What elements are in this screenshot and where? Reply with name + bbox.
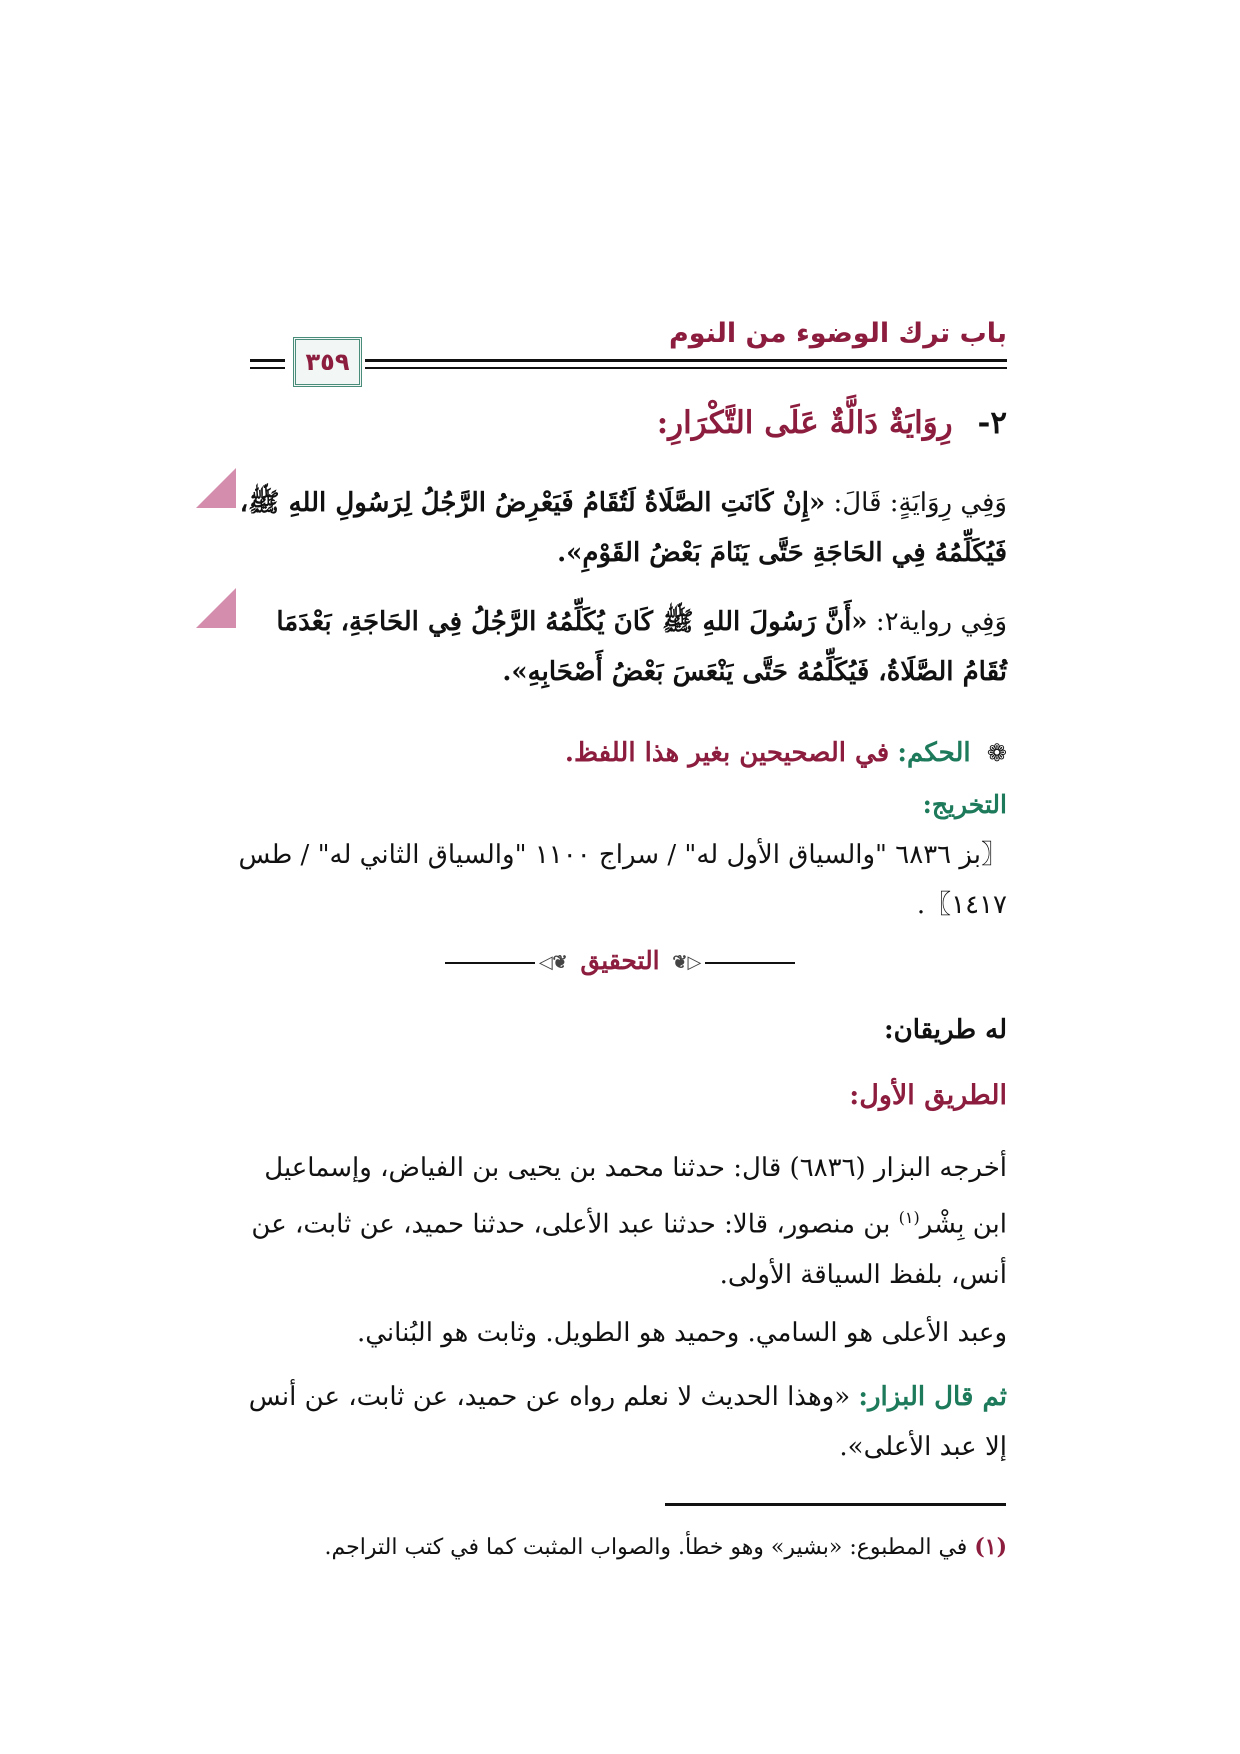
footnote-rule bbox=[665, 1503, 1006, 1506]
narration-2-text: «أَنَّ رَسُولَ اللهِ ﷺ كَانَ يُكَلِّمُهُ الرَّجُلُ فِي الحَاجَةِ، بَعْدَمَا تُقَامُ الصَّلَاةُ، فَيُكَلِّمُهُ حَتَّى يَنْعَسَ بَعْضُ أَصْحَابِهِ». bbox=[276, 607, 1007, 687]
divider-line bbox=[705, 962, 795, 964]
footnote-marker: (١) bbox=[974, 1534, 1007, 1560]
narration-1-intro: وَفِي رِوَايَةٍ: قَالَ: bbox=[833, 488, 1007, 518]
first-path-label: الطريق الأول: bbox=[849, 1080, 1007, 1111]
ruling-line bbox=[237, 738, 1007, 768]
body-paragraph-1: أخرجه البزار (٦٨٣٦) قال: حدثنا محمد بن يحيى بن الفياض، وإسماعيل ابن بِشْر$^{(١)}$ بن منصور، قالا: حدثنا عبد الأعلى، حدثنا حميد، عن ثابت، عن أنس، بلفظ السياقة الأولى. bbox=[251, 1153, 1007, 1290]
takhrij-text: 〖بز ٦٨٣٦ "والسياق الأول له" / سراج ١١٠٠ "والسياق الثاني له" / طس ١٤١٧〗. bbox=[238, 840, 1007, 920]
ruling-value: في الصحيحين بغير هذا اللفظ. bbox=[564, 738, 890, 768]
paths-count: له طريقان: bbox=[884, 1015, 1007, 1045]
takhrij-label: التخريج: bbox=[922, 790, 1007, 819]
divider-title: التحقيق bbox=[580, 946, 660, 975]
page-number: ٣٥٩ bbox=[293, 337, 362, 387]
section-title: رِوَايَةٌ دَالَّةٌ عَلَى التَّكْرَارِ: bbox=[656, 405, 953, 441]
narration-2-intro: وَفِي رواية٢: bbox=[875, 607, 1007, 637]
corner-ornament bbox=[196, 468, 236, 508]
narration-2 bbox=[237, 597, 1007, 697]
footnote bbox=[237, 1530, 1007, 1565]
section-heading bbox=[207, 405, 1007, 441]
running-title: باب ترك الوضوء من النوم bbox=[669, 318, 1007, 349]
section-number: ٢- bbox=[977, 405, 1007, 441]
corner-ornament bbox=[196, 588, 236, 628]
flower-icon: ❁ bbox=[986, 739, 1007, 767]
ornament-icon: ◁❦ bbox=[538, 952, 568, 973]
ruling-label: الحكم: bbox=[897, 738, 971, 768]
tahqiq-divider bbox=[415, 946, 825, 975]
bazzar-label: ثم قال البزار: bbox=[858, 1382, 1007, 1412]
footnote-ref: (١) bbox=[898, 1208, 920, 1227]
narration-1 bbox=[237, 478, 1007, 578]
body-paragraph-3: ثم قال البزار: «وهذا الحديث لا نعلم رواه عن حميد، عن ثابت، عن أنس إلا عبد الأعلى». bbox=[248, 1382, 1007, 1462]
body-paragraph-2: وعبد الأعلى هو السامي. وحميد هو الطويل. وثابت هو البُناني. bbox=[357, 1318, 1007, 1348]
footnote-text: في المطبوع: «بشير» وهو خطأ. والصواب المثبت كما في كتب التراجم. bbox=[324, 1535, 968, 1560]
ornament-icon: ❦▷ bbox=[672, 952, 702, 973]
narration-1-text: «إِنْ كَانَتِ الصَّلَاةُ لَتُقَامُ فَيَعْرِضُ الرَّجُلُ لِرَسُولِ اللهِ ﷺ، فَيُكَلِّمُهُ فِي الحَاجَةِ حَتَّى يَنَامَ بَعْضُ القَوْمِ». bbox=[239, 488, 1007, 568]
divider-line bbox=[445, 962, 535, 964]
